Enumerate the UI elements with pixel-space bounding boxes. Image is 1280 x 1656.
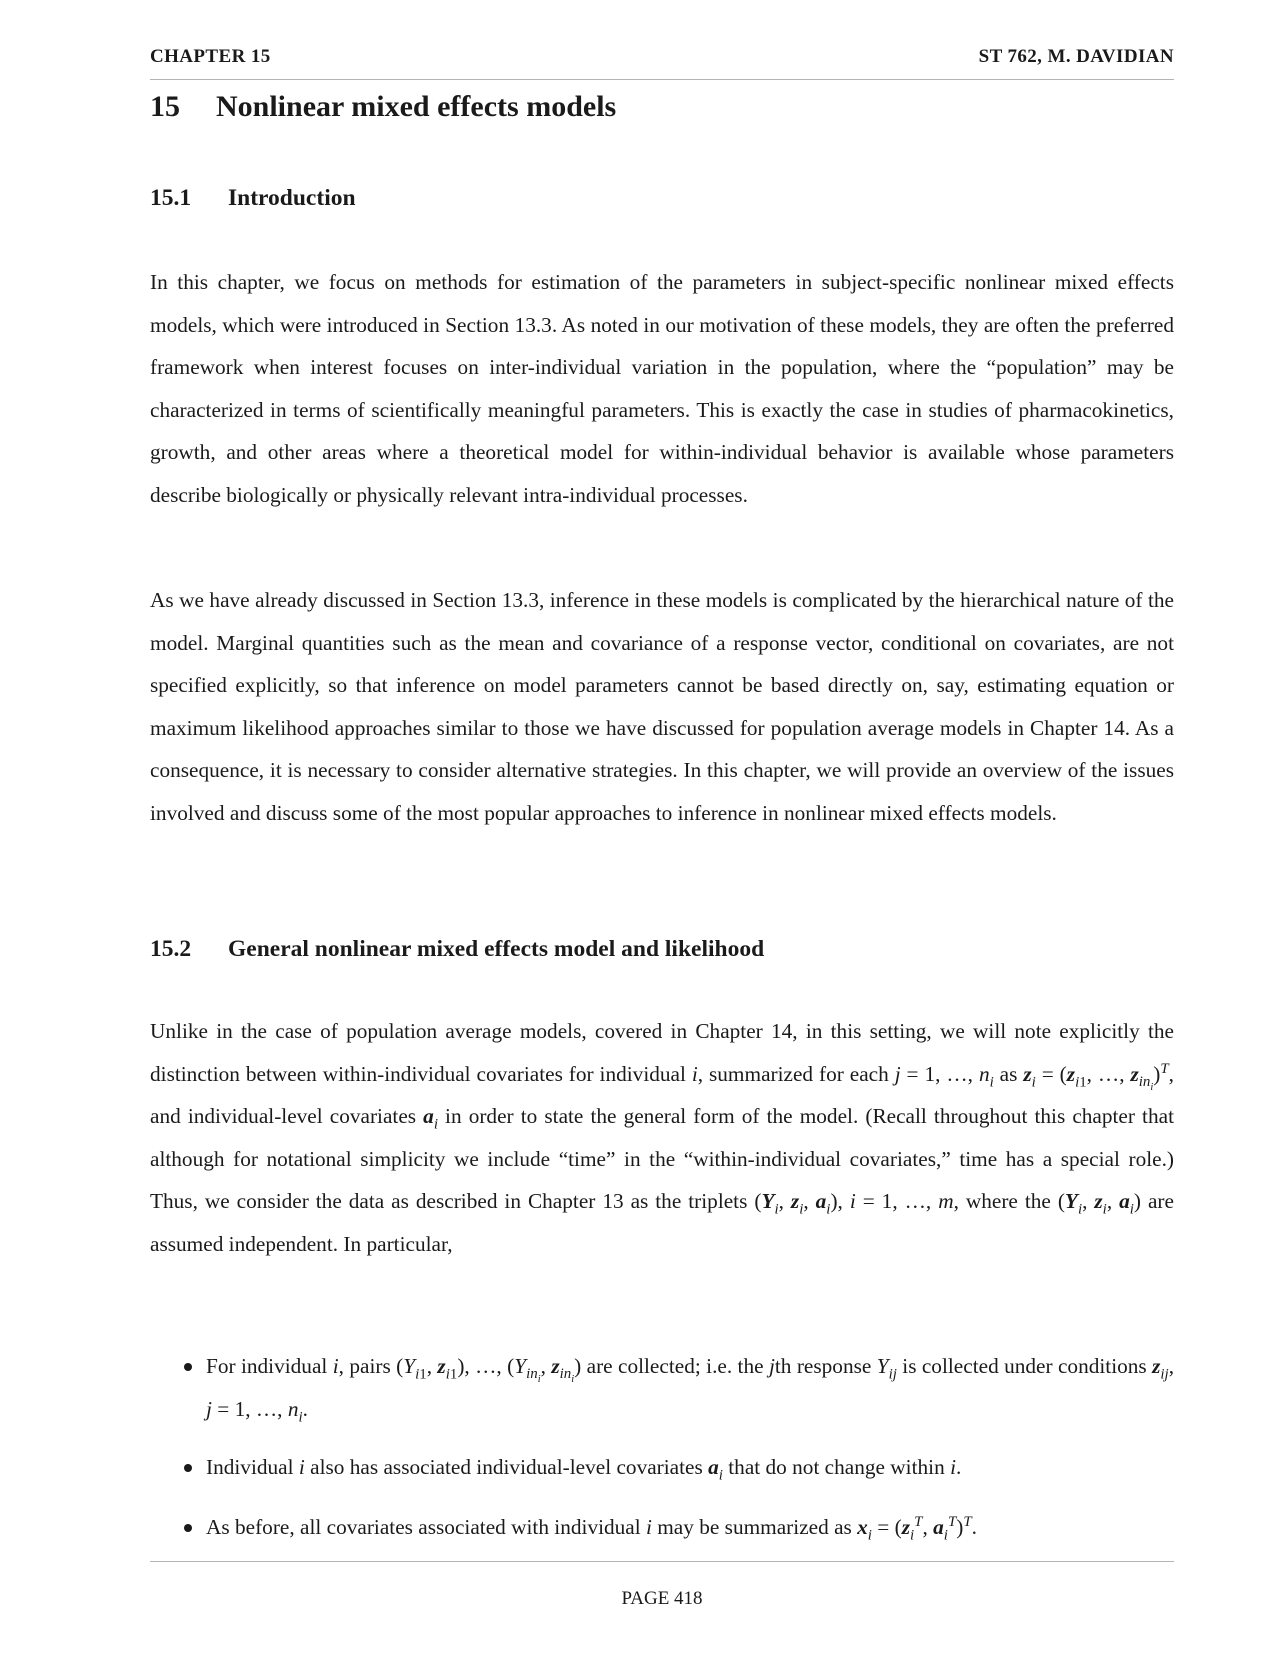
text-run: that do not change within bbox=[722, 1455, 951, 1479]
chapter-number: 15 bbox=[150, 90, 180, 123]
paragraph-intro-2: As we have already discussed in Section 13.3, inference in these models is complicated by the hierarchical nature of the model. Marginal quantities such as the mean and covariance of a response vector, conditional on covariates, are not specified explicitly, so that inference on model parameters cannot be based directly on, say, estimating equation or maximum likelihood approaches similar to those we have discussed for population average models in Chapter 14. As a consequence, it is necessary to consider alternative strategies. In this chapter, we will provide an overview of the issues involved and discuss some of the most popular approaches to inference in nonlinear mixed effects models. bbox=[150, 588, 1174, 825]
text-run: Unlike in the case of population average models, covered in Chapter 14, in this setting, we will note explicitly the distinction between within-individual covariates for individual bbox=[150, 1019, 1174, 1086]
text-run: . bbox=[955, 1455, 962, 1479]
document-page bbox=[150, 0, 1174, 1656]
paragraph-general-model: Unlike in the case of population average models, covered in Chapter 14, in this setting, we will note explicitly the distinction between within-individual covariates for individual i, summarized for each j = 1, …, $n_i$ as $z_i = (z_{i1}$, …, $z_{in_i})^T$, and individual-level covariates $a_i$ in order to state the general form of the model. (Recall throughout this chapter that although for notational simplicity we include “time” in the “within-individual covariates,” time has a special role.) Thus, we consider the data as described in Chapter 13 as the triplets ($Y_i$, $z_i$, $a_i$), i = 1, …, m, where the ($Y_i$, $z_i$, $a_i$) are assumed independent. In particular, bbox=[150, 1019, 1174, 1256]
footer-rule bbox=[150, 1561, 1174, 1562]
text-run: , summarized for each bbox=[697, 1061, 895, 1086]
math-i-range: i bbox=[849, 1189, 856, 1213]
paragraph-intro-1: In this chapter, we focus on methods for estimation of the parameters in subject-specific nonlinear mixed effects models, which were introduced in Section 13.3. As noted in our motivation of these models, they are often the preferred framework when interest focuses on inter-individual variation in the population, where the “population” may be characterized in terms of scientifically meaningful parameters. This is exactly the case in studies of pharmacokinetics, growth, and other areas where a theoretical model for within-individual behavior is available whose parameters describe biologically or physically relevant intra-individual processes. bbox=[150, 270, 1174, 507]
text-run: Individual bbox=[206, 1455, 299, 1479]
text-run: th response bbox=[774, 1354, 877, 1378]
header-rule bbox=[150, 79, 1174, 80]
chapter-title-text: Nonlinear mixed effects models bbox=[216, 90, 617, 123]
text-run: . bbox=[302, 1396, 308, 1421]
bullet-item: As before, all covariates associated with individual i may be summarized as $x_i = (z_i^T$, $a_i^T)^T$. bbox=[206, 1506, 1174, 1549]
section-title-text: Introduction bbox=[228, 185, 356, 211]
running-header-chapter: CHAPTER 15 bbox=[150, 46, 271, 67]
text-run: , bbox=[1168, 1354, 1175, 1378]
text-run: may be summarized as bbox=[651, 1515, 858, 1539]
text-run: are assumed independent. In particular, bbox=[150, 1189, 1174, 1256]
bullet-item: For individual i, pairs ($Y_{i1}$, $z_{i1}$), …, ($Y_{in_i}$, $z_{in_i}$) are collected; i.e. the jth response $Y_{ij}$ is collected under conditions $z_{ij}$, j = 1, …, $n_i$. bbox=[206, 1345, 1174, 1430]
text-run: , pairs bbox=[338, 1354, 397, 1378]
running-header bbox=[150, 46, 1174, 68]
math-z-vector: z bbox=[1023, 1061, 1032, 1086]
text-run: in order to state the general form of the model. (Recall throughout this chapter that although for notational simplicity we include “time” in the “within-individual covariates,” time has a special role.) Thus, we consider the data as described in Chapter 13 as the triplets bbox=[150, 1104, 1174, 1213]
math-j-range: j bbox=[894, 1061, 901, 1086]
section-heading-general-model bbox=[150, 936, 764, 963]
text-run: For individual bbox=[206, 1354, 333, 1378]
text-run: , where the bbox=[953, 1189, 1058, 1213]
math-triplet: Y bbox=[1064, 1189, 1078, 1213]
text-run: , and individual-level covariates bbox=[150, 1061, 1174, 1128]
section-number: 15.1 bbox=[150, 185, 192, 211]
text-run: as bbox=[993, 1061, 1024, 1086]
math-i: i bbox=[691, 1061, 698, 1086]
text-run: As before, all covariates associated with individual bbox=[206, 1515, 646, 1539]
text-run: is collected under conditions bbox=[896, 1354, 1153, 1378]
text-run: are collected; i.e. the bbox=[581, 1354, 769, 1378]
bullet-item: Individual i also has associated individual-level covariates $a_i$ that do not change within i. bbox=[206, 1446, 1174, 1489]
running-header-course-author: ST 762, M. DAVIDIAN bbox=[978, 46, 1174, 67]
section-number: 15.2 bbox=[150, 936, 192, 962]
math-a-vector: a bbox=[423, 1104, 434, 1128]
text-run: also has associated individual-level covariates bbox=[304, 1455, 709, 1479]
chapter-title bbox=[150, 90, 616, 124]
page-number: PAGE 418 bbox=[621, 1588, 703, 1609]
math-triplet: Y bbox=[761, 1189, 775, 1213]
section-title-text: General nonlinear mixed effects model and likelihood bbox=[228, 936, 765, 962]
text-run: , bbox=[837, 1189, 850, 1213]
section-heading-introduction bbox=[150, 185, 356, 212]
text-run: . bbox=[971, 1515, 977, 1539]
